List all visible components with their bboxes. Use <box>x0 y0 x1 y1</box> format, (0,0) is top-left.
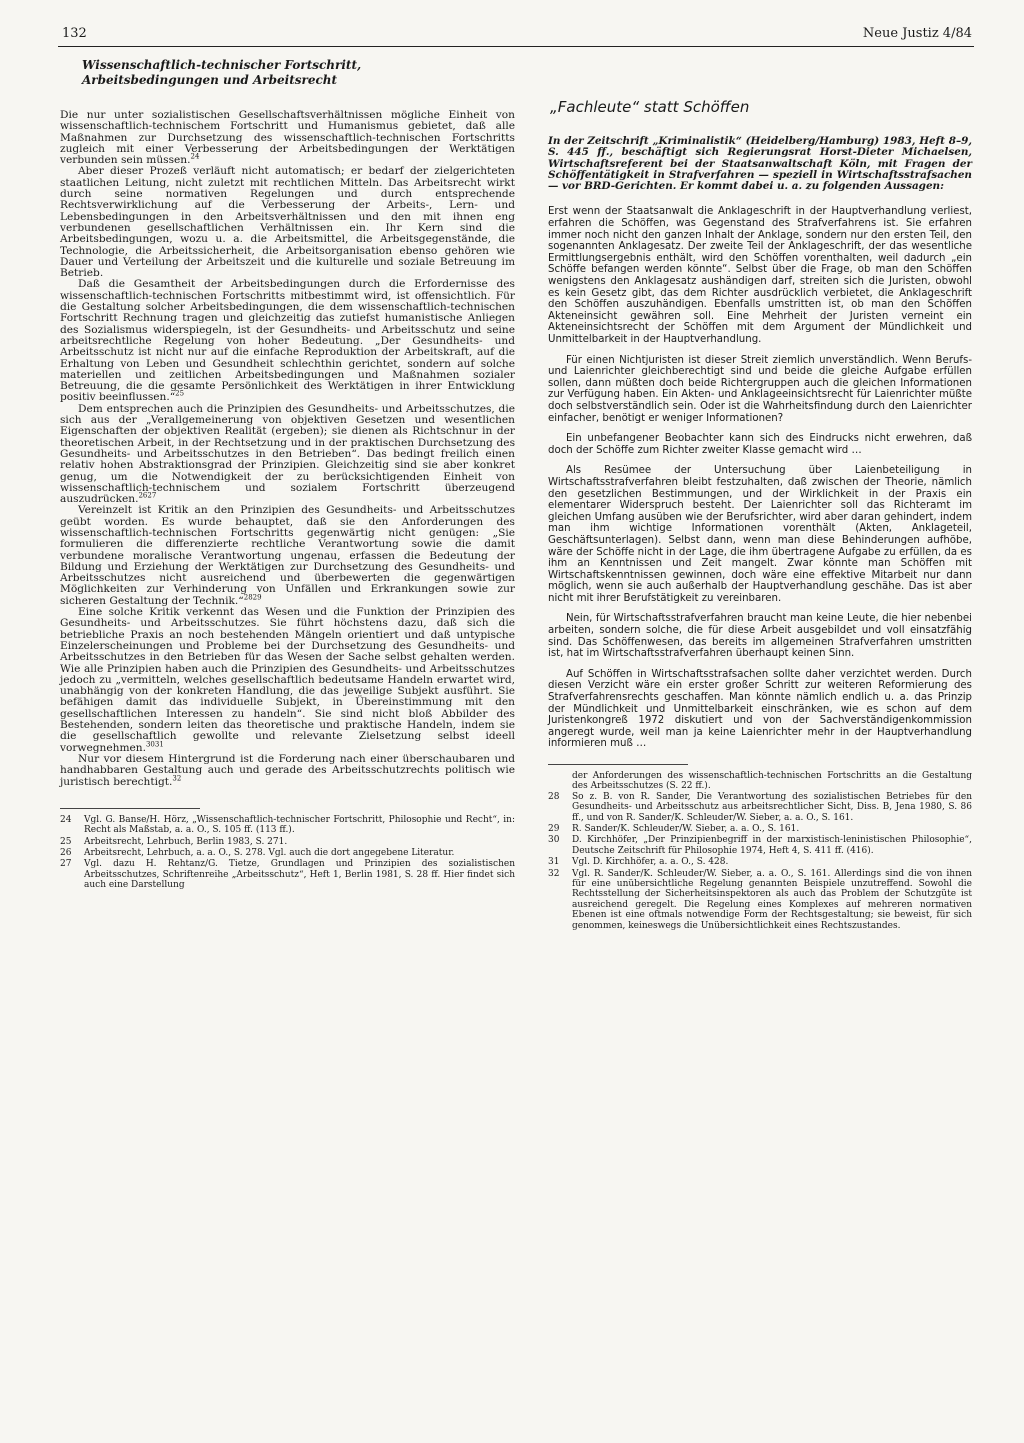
lead-paragraph: In der Zeitschrift „Kriminalistik“ (Heidelberg/Hamburg) 1983, Heft 8–9, S. 445 ff., beschäftigt sich Regierungsrat Horst-Dieter Michaelsen, Wirtschaftsreferent bei der Staatsanwaltschaft Köln, mit Fragen der Schöffentätigkeit in Strafverfahren — speziell in Wirtschaftsstrafsachen — vor BRD-Gerichten. Er kommt dabei u. a. zu folgenden Aussagen: <box>548 135 972 193</box>
right-column <box>548 54 972 932</box>
page-number: 132 <box>62 26 87 41</box>
quote-paragraph: Für einen Nichtjuristen ist dieser Streit ziemlich unverständlich. Wenn Berufs- und Laienrichter gleichberechtigt sind und beide die gleiche Aufgabe erfüllen sollen, dann müßten doch beide Richtergruppen auch die gleichen Informationen zur Verfügung haben. Ein Akten- und Anklageeinsichtsrecht für Laienrichter müßte doch selbstverständlich sein. Oder ist die Wahrheitsfindung durch den Laienrichter einfacher, benötigt er weniger Informationen? <box>548 354 972 424</box>
paragraph: Aber dieser Prozeß verläuft nicht automatisch; er bedarf der zielgerichteten staatlichen Leitung, nicht zuletzt mit rechtlichen Mitteln. Das Arbeitsrecht wirkt durch seine normativen Regelungen und durch entsprechende Rechtsverwirklichung auf die Verbesserung der Arbeits-, Lern- und Lebensbedingungen in den Arbeitsverhältnissen und den mit ihnen eng verbundenen gesellschaftlichen Verhältnissen ein. Ihr Kern sind die Arbeitsbedingungen, wozu u. a. die Arbeitsmittel, die Arbeitsgegenstände, die Technologie, die Arbeitssicherheit, die Arbeitsorganisation ebenso gehören wie Dauer und Verteilung der Arbeitszeit und die kulturelle und soziale Betreuung im Betrieb. <box>60 165 515 280</box>
section-title: Wissenschaftlich-technischer Fortschritt, Arbeitsbedingungen und Arbeitsrecht <box>82 58 362 87</box>
footnote: 29 R. Sander/K. Schleuder/W. Sieber, a. a. O., S. 161. <box>548 824 800 835</box>
left-column <box>60 54 515 892</box>
footnote: 24 Vgl. G. Banse/H. Hörz, „Wissenschaftlich-technischer Fortschritt, Philosophie und Recht“, in: Recht als Maßstab, a. a. O., S. 105 ff. (113 ff.). <box>60 814 515 836</box>
paragraph: Eine solche Kritik verkennt das Wesen und die Funktion der Prinzipien des Gesundheits- und Arbeitsschutzes. Sie führt höchstens dazu, daß sich die betriebliche Praxis an noch bestehenden Mängeln orientiert und daß untypische Einzelerscheinungen und Probleme bei der Durchsetzung des Gesundheits- und Arbeitsschutzes in den Betrieben für das Wesen der Sache selbst gehalten werden. Wie alle Prinzipien haben auch die Prinzipien des Gesundheits- und Arbeitsschutzes jedoch zu „vermitteln, welches gesellschaftlich bedeutsame Handeln erwartet wird, unabhängig von der konkreten Handlung, die das jeweilige Subjekt ausführt. Sie befähigen damit das individuelle Subjekt, in Übereinstimmung mit den gesellschaftlichen Interessen zu handeln“. Sie sind nicht bloß Abbilder des Bestehenden, sondern leiten das theoretische und praktische Handeln, indem sie die gesellschaftlich gewollte und relevante Zielsetzung selbst ideell vorwegnehmen.$^{3031}$ <box>60 606 515 754</box>
header-rule <box>58 46 974 47</box>
paragraph: Die nur unter sozialistischen Gesellschaftsverhältnissen mögliche Einheit von wissenschaftlich-technischem Fortschritt und Humanismus gebietet, daß alle Maßnahmen zur Durchsetzung des wissenschaftlich-technischen Fortschritts zugleich mit einer Verbesserung der Arbeitsbedingungen der Werktätigen verbunden sein müssen.$^{24}$ <box>60 109 515 167</box>
box-title: „Fachleute“ statt Schöffen <box>550 98 750 116</box>
quote-paragraph: Nein, für Wirtschaftsstrafverfahren braucht man keine Leute, die hier nebenbei arbeiten, sondern solche, die für diese Arbeit ausgebildet und voll einsatzfähig sind. Das Schöffenwesen, das bereits im allgemeinen Strafverfahren umstritten ist, hat im Wirtschaftsstrafverfahren überhaupt keinen Sinn. <box>548 613 972 660</box>
paragraph: Vereinzelt ist Kritik an den Prinzipien des Gesundheits- und Arbeitsschutzes geübt worden. Es wurde behauptet, daß sie den Anforderungen des wissenschaftlich-technischen Fortschritts gegenwärtig nicht genügen: „Sie formulieren die differenzierte rechtliche Verantwortung sowie die damit verbundene moralische Verantwortung ungenau, erfassen die Bedeutung der Bildung und Erziehung der Werktätigen zur Durchsetzung des Gesundheits- und Arbeitsschutzes nicht ausreichend und überbewerten die gegenwärtigen Möglichkeiten zur Verhinderung von Unfällen und Erkrankungen sowie zur sicheren Gestaltung der Technik.“$^{2829}$ <box>60 504 515 607</box>
footnote: 26 Arbeitsrecht, Lehrbuch, a. a. O., S. 278. Vgl. auch die dort angegebene Literatur. <box>60 848 455 859</box>
footnote-divider <box>548 764 688 765</box>
quote-paragraph: Auf Schöffen in Wirtschaftsstrafsachen sollte daher verzichtet werden. Durch diesen Verzicht wäre ein erster großer Schritt zur weiteren Reformierung des Strafverfahrensrechts geschaffen. Man könnte nämlich endlich u. a. das Prinzip der Mündlichkeit und Unmittelbarkeit einschränken, wie es schon auf dem Juristenkongreß 1972 diskutiert und von der Sachverständigenkommission angeregt wurde, weil man ja keine Laienrichter mehr in der Hauptverhandlung informieren muß … <box>548 668 972 750</box>
footnote: 28 So z. B. von R. Sander, Die Verantwortung des sozialistischen Betriebes für den Gesundheits- und Arbeitsschutz aus arbeitsrechtlicher Sicht, Diss. B, Jena 1980, S. 86 ff., und von R. Sander/K. Schleuder/W. Sieber, a. a. O., S. 161. <box>548 791 972 823</box>
quote-paragraph: Ein unbefangener Beobachter kann sich des Eindrucks nicht erwehren, daß doch der Schöffe zum Richter zweiter Klasse gemacht wird … <box>548 433 972 456</box>
footnote: 32 Vgl. R. Sander/K. Schleuder/W. Sieber, a. a. O., S. 161. Allerdings sind die von ihnen für eine unübersichtliche Regelung genannten Beispiele unzutreffend. Sowohl die Rechtsstellung der Sicherheitsinspektoren als auch das Problem der Schutzgüte ist ausreichend geregelt. Die Regelung eines Komplexes auf mehreren normativen Ebenen ist eine oftmals notwendige Form der Rechtsgestaltung; sie beweist, für sich genommen, keineswegs die Unübersichtlichkeit eines Rechtszustandes. <box>548 868 972 931</box>
quote-paragraph: Erst wenn der Staatsanwalt die Anklageschrift in der Hauptverhandlung verliest, erfahren die Schöffen, was Gegenstand des Strafverfahrens ist. Sie erfahren immer noch nicht den ganzen Inhalt der Anklage, sondern nur den ersten Teil, den sogenannten Anklagesatz. Der zweite Teil der Anklageschrift, der das wesentliche Ermittlungsergebnis enthält, wird den Schöffen vorenthalten, weil dadurch „ein Schöffe befangen werden könnte“. Selbst über die Frage, ob man den Schöffen wenigstens den Anklagesatz aushändigen darf, streiten sich die Juristen, obwohl es kein Gesetz gibt, das dem Richter ausdrücklich verbietet, die Anklageschrift den Schöffen auszuhändigen. Ebenfalls umstritten ist, ob man den Schöffen Akteneinsicht gewähren soll. Eine Mehrheit der Juristen verneint ein Akteneinsichtsrecht der Schöffen mit dem Argument der Mündlichkeit und Unmittelbarkeit in der Hauptverhandlung. <box>548 206 972 346</box>
footnote-divider <box>60 808 200 809</box>
footnote: 30 D. Kirchhöfer, „Der Prinzipienbegriff in der marxistisch-leninistischen Philosophie“, Deutsche Zeitschrift für Philosophie 1974, Heft 4, S. 411 ff. (416). <box>548 835 972 856</box>
quote-paragraph: Als Resümee der Untersuchung über Laienbeteiligung in Wirtschaftsstrafverfahren bleibt festzuhalten, daß zwischen der Theorie, nämlich den gesetzlichen Bestimmungen, und der Wirklichkeit in der Praxis ein elementarer Widerspruch besteht. Der Laienrichter soll das Richteramt im gleichen Umfang ausüben wie der Berufsrichter, wird aber daran gehindert, indem man ihm wichtige Informationen vorenthält (Akten, Anklageteil, Geschäftsunterlagen). Selbst dann, wenn man diese Behinderungen aufhöbe, wäre der Schöffe nicht in der Lage, die ihm übertragene Aufgabe zu erfüllen, da es ihm an Kenntnissen und Zeit mangelt. Zwar könnte man Schöffen mit Wirtschaftskenntnissen gewinnen, doch wäre eine effektive Mitarbeit nur dann möglich, wenn sie auch außerhalb der Hauptverhandlung geschähe. Das ist aber nicht mit ihrer Berufstätigkeit zu vereinbaren. <box>548 465 972 604</box>
paragraph: Daß die Gesamtheit der Arbeitsbedingungen durch die Erfordernisse des wissenschaftlich-technischen Fortschritts mitbestimmt wird, ist offensichtlich. Für die Gestaltung solcher Arbeitsbedingungen, die dem wissenschaftlich-technischen Fortschritt Rechnung tragen und gleichzeitig das zutiefst humanistische Anliegen des Sozialismus widerspiegeln, ist der Gesundheits- und Arbeitsschutz und seine arbeitsrechtliche Regelung von hoher Bedeutung. „Der Gesundheits- und Arbeitsschutz ist nicht nur auf die einfache Reproduktion der Arbeitskraft, auf die Erhaltung von Leben und Gesundheit schlechthin gerichtet, sondern auf solche materiellen und zeitlichen Arbeitsbedingungen und Maßnahmen sozialer Betreuung, die die gesamte Persönlichkeit des Werktätigen in ihrer Entwicklung positiv beeinflussen.“$^{25}$ <box>60 278 515 404</box>
journal-issue: Neue Justiz 4/84 <box>862 26 972 41</box>
footnote-continuation: der Anforderungen des wissenschaftlich-technischen Fortschritts an die Gestaltung des Arbeitsschutzes (S. 22 ff.). <box>572 771 972 792</box>
footnote: 27 Vgl. dazu H. Rehtanz/G. Tietze, Grundlagen und Prinzipien des sozialistischen Arbeitsschutzes, Schriftenreihe „Arbeitsschutz“, Heft 1, Berlin 1981, S. 28 ff. Hier findet sich auch eine Darstellung <box>60 859 515 891</box>
paragraph: Nur vor diesem Hintergrund ist die Forderung nach einer überschaubaren und handhabbaren Gestaltung auch und gerade des Arbeitsschutzrechts politisch wie juristisch berechtigt.$^{32}$ <box>60 752 515 788</box>
paragraph: Dem entsprechen auch die Prinzipien des Gesundheits- und Arbeitsschutzes, die sich aus der „Verallgemeinerung von objektiven Gesetzen und wesentlichen Eigenschaften der objektiven Realität (ergeben); sie dienen als Richtschnur in der theoretischen Arbeit, in der Rechtsetzung und in der praktischen Durchsetzung des Gesundheits- und Arbeitsschutzes in den Betrieben“. Das bedingt freilich einen relativ hohen Abstraktionsgrad der Prinzipien. Gleichzeitig sind sie aber konkret genug, um die Notwendigkeit der zu berücksichtigenden Einheit von wissenschaftlich-technischem und sozialem Fortschritt überzeugend auszudrücken.$^{2627}$ <box>60 402 515 506</box>
footnote: 31 Vgl. D. Kirchhöfer, a. a. O., S. 428. <box>548 857 729 868</box>
footnote: 25 Arbeitsrecht, Lehrbuch, Berlin 1983, S. 271. <box>60 836 288 847</box>
